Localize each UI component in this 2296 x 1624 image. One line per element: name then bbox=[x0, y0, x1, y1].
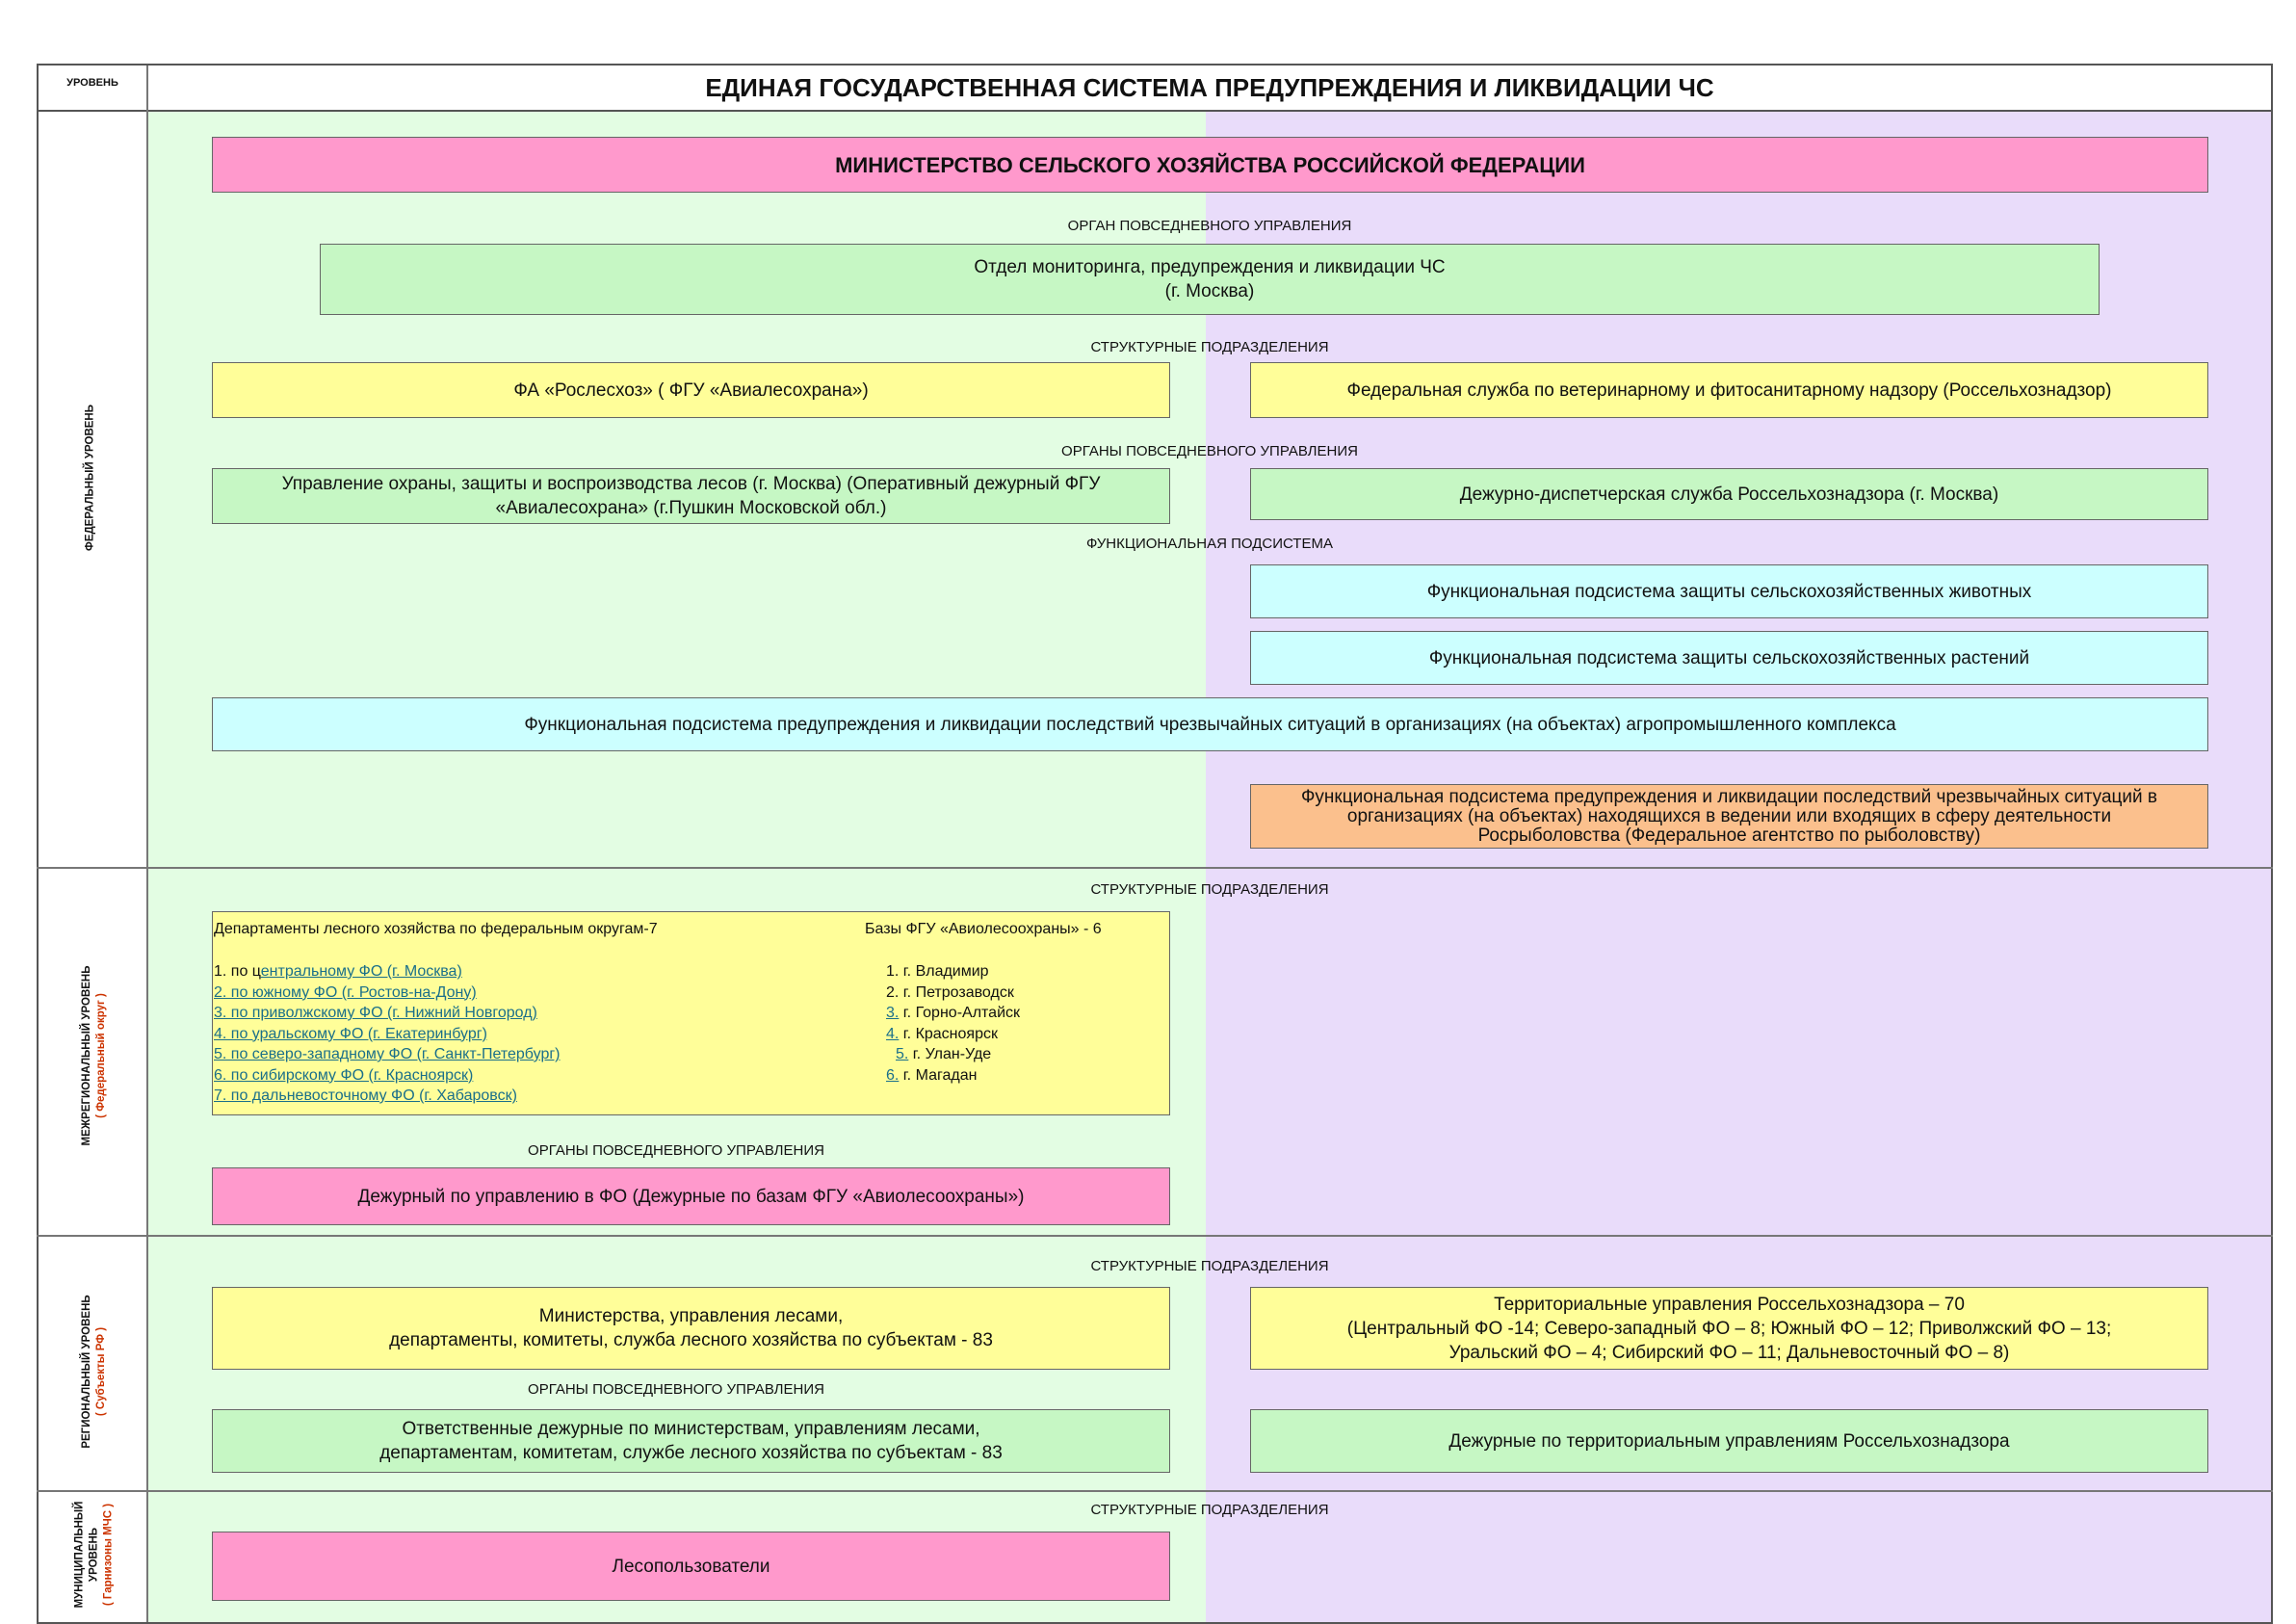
separator-regional-municipal bbox=[37, 1490, 2273, 1492]
list-item: 4. г. Красноярск bbox=[886, 1025, 998, 1042]
fishery-subsystem-box: Функциональная подсистема предупреждения и ликвидации последствий чрезвычайных ситуаций в организациях (на объектах) находящихся в ведении или входящих в сферу деятельности Росрыболовства (Федеральное агентство по рыболовству) bbox=[1250, 784, 2208, 849]
level-federal: ФЕДЕРАЛЬНЫЙ УРОВЕНЬ bbox=[84, 405, 96, 551]
regional-duty-forestry-box: Ответственные дежурные по министерствам, управлениям лесами, департаментам, комитетам, службе лесного хозяйства по субъектам - 83 bbox=[212, 1409, 1170, 1473]
label-daily-organs-interregional: ОРГАНЫ ПОВСЕДНЕВНОГО УПРАВЛЕНИЯ bbox=[528, 1142, 824, 1159]
list-item: 1. г. Владимир bbox=[886, 963, 989, 980]
territorial-offices-box: Территориальные управления Россельхознадзора – 70 (Центральный ФО -14; Северо-западный ФО – 8; Южный ФО – 12; Приволжский ФО – 13; Уральский ФО – 4; Сибирский ФО – 11; Дальневосточный ФО – 8) bbox=[1250, 1287, 2208, 1370]
bases-list bbox=[886, 961, 1020, 1086]
label-daily-organs-federal: ОРГАНЫ ПОВСЕДНЕВНОГО УПРАВЛЕНИЯ bbox=[1061, 443, 1358, 459]
label-functional: ФУНКЦИОНАЛЬНАЯ ПОДСИСТЕМА bbox=[1086, 536, 1333, 552]
rosselhoznadzor-box: Федеральная служба по ветеринарному и фитосанитарному надзору (Россельхознадзор) bbox=[1250, 362, 2208, 418]
list-item: 5. г. Улан-Уде bbox=[896, 1046, 992, 1062]
agro-subsystem-box: Функциональная подсистема предупреждения и ликвидации последствий чрезвычайных ситуаций в организациях (на объектах) агропромышленного комплекса bbox=[212, 697, 2208, 751]
list-item[interactable]: 4. по уральскому ФО (г. Екатеринбург) bbox=[214, 1025, 487, 1042]
page-title: ЕДИНАЯ ГОСУДАРСТВЕННАЯ СИСТЕМА ПРЕДУПРЕЖДЕНИЯ И ЛИКВИДАЦИИ ЧС bbox=[705, 73, 1714, 102]
regional-duty-rosselhoz-box: Дежурные по территориальным управлениям Россельхознадзора bbox=[1250, 1409, 2208, 1473]
label-daily-organ: ОРГАН ПОВСЕДНЕВНОГО УПРАВЛЕНИЯ bbox=[1067, 218, 1352, 234]
forest-users-box: Лесопользователи bbox=[212, 1532, 1170, 1601]
interregional-duty-box: Дежурный по управлению в ФО (Дежурные по базам ФГУ «Авиолесоохраны») bbox=[212, 1167, 1170, 1225]
rosselhoznadzor-duty-box: Дежурно-диспетчерская служба Россельхознадзора (г. Москва) bbox=[1250, 468, 2208, 520]
list-item[interactable]: 2. по южному ФО (г. Ростов-на-Дону) bbox=[214, 983, 477, 1001]
list-item: 6. г. Магадан bbox=[886, 1066, 978, 1084]
departments-list bbox=[214, 961, 561, 1107]
list-item[interactable]: 3. по приволжскому ФО (г. Нижний Новгород) bbox=[214, 1005, 537, 1021]
level-municipal: МУНИЦИПАЛЬНЫЙ УРОВЕНЬ ( Гарнизоны МЧС ) bbox=[73, 1501, 115, 1609]
bases-title: Базы ФГУ «Авиолесоохраны» - 6 bbox=[865, 921, 1102, 937]
list-item[interactable]: 1. по центральному ФО (г. Москва) bbox=[214, 963, 462, 980]
list-item[interactable]: 7. по дальневосточному ФО (г. Хабаровск) bbox=[214, 1087, 517, 1104]
list-item[interactable]: 5. по северо-западному ФО (г. Санкт-Петербург) bbox=[214, 1046, 561, 1062]
label-daily-organs-regional: ОРГАНЫ ПОВСЕДНЕВНОГО УПРАВЛЕНИЯ bbox=[528, 1381, 824, 1398]
level-regional: РЕГИОНАЛЬНЫЙ УРОВЕНЬ ( Субъекты РФ ) bbox=[81, 1295, 107, 1449]
animals-subsystem-box: Функциональная подсистема защиты сельскохозяйственных животных bbox=[1250, 564, 2208, 618]
separator-interregional-regional bbox=[37, 1235, 2273, 1237]
level-column-header: УРОВЕНЬ bbox=[66, 77, 118, 89]
label-structural-regional: СТРУКТУРНЫЕ ПОДРАЗДЕЛЕНИЯ bbox=[1090, 1258, 1329, 1274]
list-item: 3. г. Горно-Алтайск bbox=[886, 1005, 1021, 1021]
plants-subsystem-box: Функциональная подсистема защиты сельскохозяйственных растений bbox=[1250, 631, 2208, 685]
label-structural-interregional: СТРУКТУРНЫЕ ПОДРАЗДЕЛЕНИЯ bbox=[1090, 881, 1329, 898]
forest-ministries-box: Министерства, управления лесами, департаменты, комитеты, служба лесного хозяйства по субъектам - 83 bbox=[212, 1287, 1170, 1370]
level-interregional: МЕЖРЕГИОНАЛЬНЫЙ УРОВЕНЬ ( Федеральный округ ) bbox=[81, 965, 107, 1146]
monitoring-department-box: Отдел мониторинга, предупреждения и ликвидации ЧС (г. Москва) bbox=[320, 244, 2100, 315]
forest-management-box: Управление охраны, защиты и воспроизводства лесов (г. Москва) (Оперативный дежурный ФГУ «Авиалесохрана» (г.Пушкин Московской обл.) bbox=[212, 468, 1170, 524]
list-item[interactable]: 6. по сибирскому ФО (г. Красноярск) bbox=[214, 1066, 474, 1084]
label-structural-federal: СТРУКТУРНЫЕ ПОДРАЗДЕЛЕНИЯ bbox=[1090, 339, 1329, 355]
departments-title: Департаменты лесного хозяйства по федеральным округам-7 bbox=[214, 921, 658, 937]
list-item: 2. г. Петрозаводск bbox=[886, 983, 1014, 1001]
separator-federal-interregional bbox=[37, 867, 2273, 869]
rosleshoz-box: ФА «Рослесхоз» ( ФГУ «Авиалесохрана») bbox=[212, 362, 1170, 418]
ministry-box: МИНИСТЕРСТВО СЕЛЬСКОГО ХОЗЯЙСТВА РОССИЙСКОЙ ФЕДЕРАЦИИ bbox=[212, 137, 2208, 193]
label-structural-municipal: СТРУКТУРНЫЕ ПОДРАЗДЕЛЕНИЯ bbox=[1090, 1502, 1329, 1518]
